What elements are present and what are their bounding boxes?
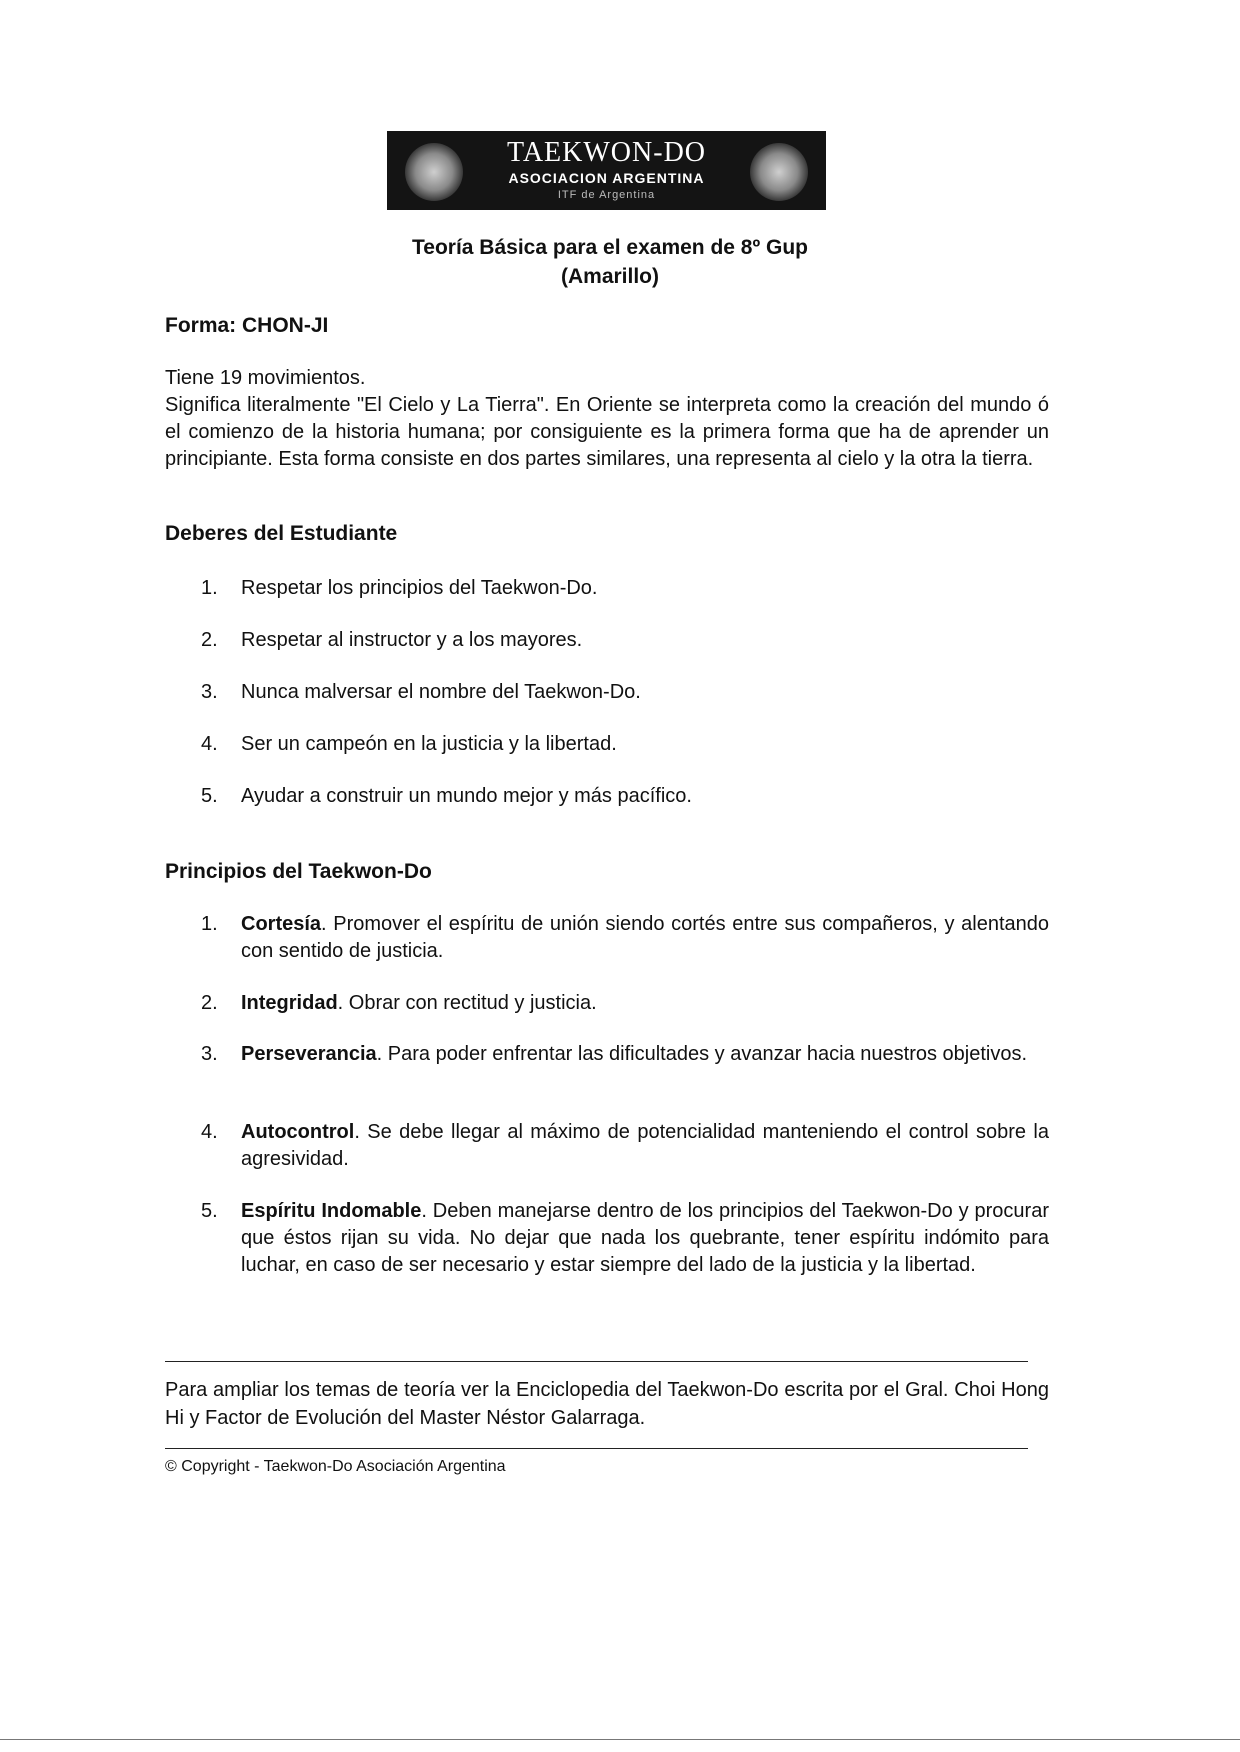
list-number: 1. bbox=[201, 577, 218, 599]
principle-term: Cortesía bbox=[241, 913, 322, 935]
list-item bbox=[165, 990, 1049, 1017]
forma-moves: Tiene 19 movimientos. bbox=[165, 367, 366, 389]
list-text: Respetar al instructor y a los mayores. bbox=[241, 629, 583, 651]
principle-description: . Para poder enfrentar las dificultades y avanzar hacia nuestros objetivos. bbox=[376, 1043, 1028, 1065]
principle-term: Perseverancia bbox=[241, 1043, 377, 1065]
banner-subtitle: ASOCIACION ARGENTINA bbox=[508, 170, 705, 186]
principle-description: . Promover el espíritu de unión siendo cortés entre sus compañeros, y alentando con sentido de justicia. bbox=[241, 913, 1049, 962]
list-text bbox=[241, 1198, 1049, 1279]
footer-divider-top bbox=[165, 1361, 1028, 1362]
principle-description: . Deben manejarse dentro de los principios del Taekwon-Do y procurar que éstos rijan su vida. No dejar que nada los quebrante, tener espíritu indómito para luchar, en caso de ser necesario y estar siempre del lado de la justicia y la libertad. bbox=[241, 1200, 1049, 1276]
list-number: 1. bbox=[201, 913, 218, 935]
list-number: 5. bbox=[201, 785, 218, 807]
document-title-line1: Teoría Básica para el examen de 8º Gup bbox=[412, 236, 808, 259]
list-number: 3. bbox=[201, 1043, 218, 1065]
page-bottom-line bbox=[0, 1739, 1240, 1740]
list-number: 4. bbox=[201, 733, 218, 755]
principle-term: Espíritu Indomable bbox=[241, 1200, 422, 1222]
principle-term: Autocontrol bbox=[241, 1121, 355, 1143]
footer-note: Para ampliar los temas de teoría ver la Enciclopedia del Taekwon-Do escrita por el Gral. Choi Hong Hi y Factor de Evolución del Master Néstor Galarraga. bbox=[165, 1379, 1049, 1429]
principios-heading: Principios del Taekwon-Do bbox=[165, 860, 432, 883]
list-item bbox=[165, 679, 1049, 706]
list-text bbox=[241, 990, 1049, 1017]
list-item bbox=[165, 1198, 1049, 1279]
deberes-heading: Deberes del Estudiante bbox=[165, 522, 398, 545]
list-text bbox=[241, 1041, 1049, 1068]
document-title-line2: (Amarillo) bbox=[560, 265, 659, 288]
principle-description: . Se debe llegar al máximo de potencialidad manteniendo el control sobre la agresividad. bbox=[241, 1121, 1049, 1170]
principle-description: . Obrar con rectitud y justicia. bbox=[337, 992, 597, 1014]
forma-description: Significa literalmente "El Cielo y La Tierra". En Oriente se interpreta como la creación del mundo ó el comienzo de la historia humana; por consiguiente es la primera forma que ha de aprender un principiante. Esta forma consiste en dos partes similares, una representa al cielo y la otra la tierra. bbox=[165, 394, 1049, 470]
list-text: Ayudar a construir un mundo mejor y más pacífico. bbox=[241, 785, 692, 807]
list-item bbox=[165, 575, 1049, 602]
list-text: Ser un campeón en la justicia y la libertad. bbox=[241, 733, 617, 755]
list-item bbox=[165, 1041, 1049, 1068]
banner-title: TAEKWON-DO bbox=[506, 137, 707, 168]
forma-heading: Forma: CHON-JI bbox=[165, 314, 329, 337]
list-text bbox=[241, 1119, 1049, 1173]
principle-term: Integridad bbox=[241, 992, 338, 1014]
list-item bbox=[165, 783, 1049, 810]
list-text bbox=[241, 911, 1049, 965]
copyright-notice: © Copyright - Taekwon-Do Asociación Argentina bbox=[165, 1458, 506, 1475]
list-item bbox=[165, 627, 1049, 654]
list-number: 2. bbox=[201, 629, 218, 651]
list-item bbox=[165, 731, 1049, 758]
list-number: 4. bbox=[201, 1121, 218, 1143]
list-item bbox=[165, 1119, 1049, 1173]
document-title bbox=[380, 233, 840, 291]
list-text: Respetar los principios del Taekwon-Do. bbox=[241, 577, 598, 599]
list-item bbox=[165, 911, 1049, 965]
banner-small-text: ITF de Argentina bbox=[557, 189, 656, 201]
footer-divider-bottom bbox=[165, 1448, 1028, 1449]
list-number: 5. bbox=[201, 1200, 218, 1222]
list-number: 2. bbox=[201, 992, 218, 1014]
list-text: Nunca malversar el nombre del Taekwon-Do. bbox=[241, 681, 641, 703]
list-number: 3. bbox=[201, 681, 218, 703]
header-banner-logo bbox=[387, 131, 826, 210]
